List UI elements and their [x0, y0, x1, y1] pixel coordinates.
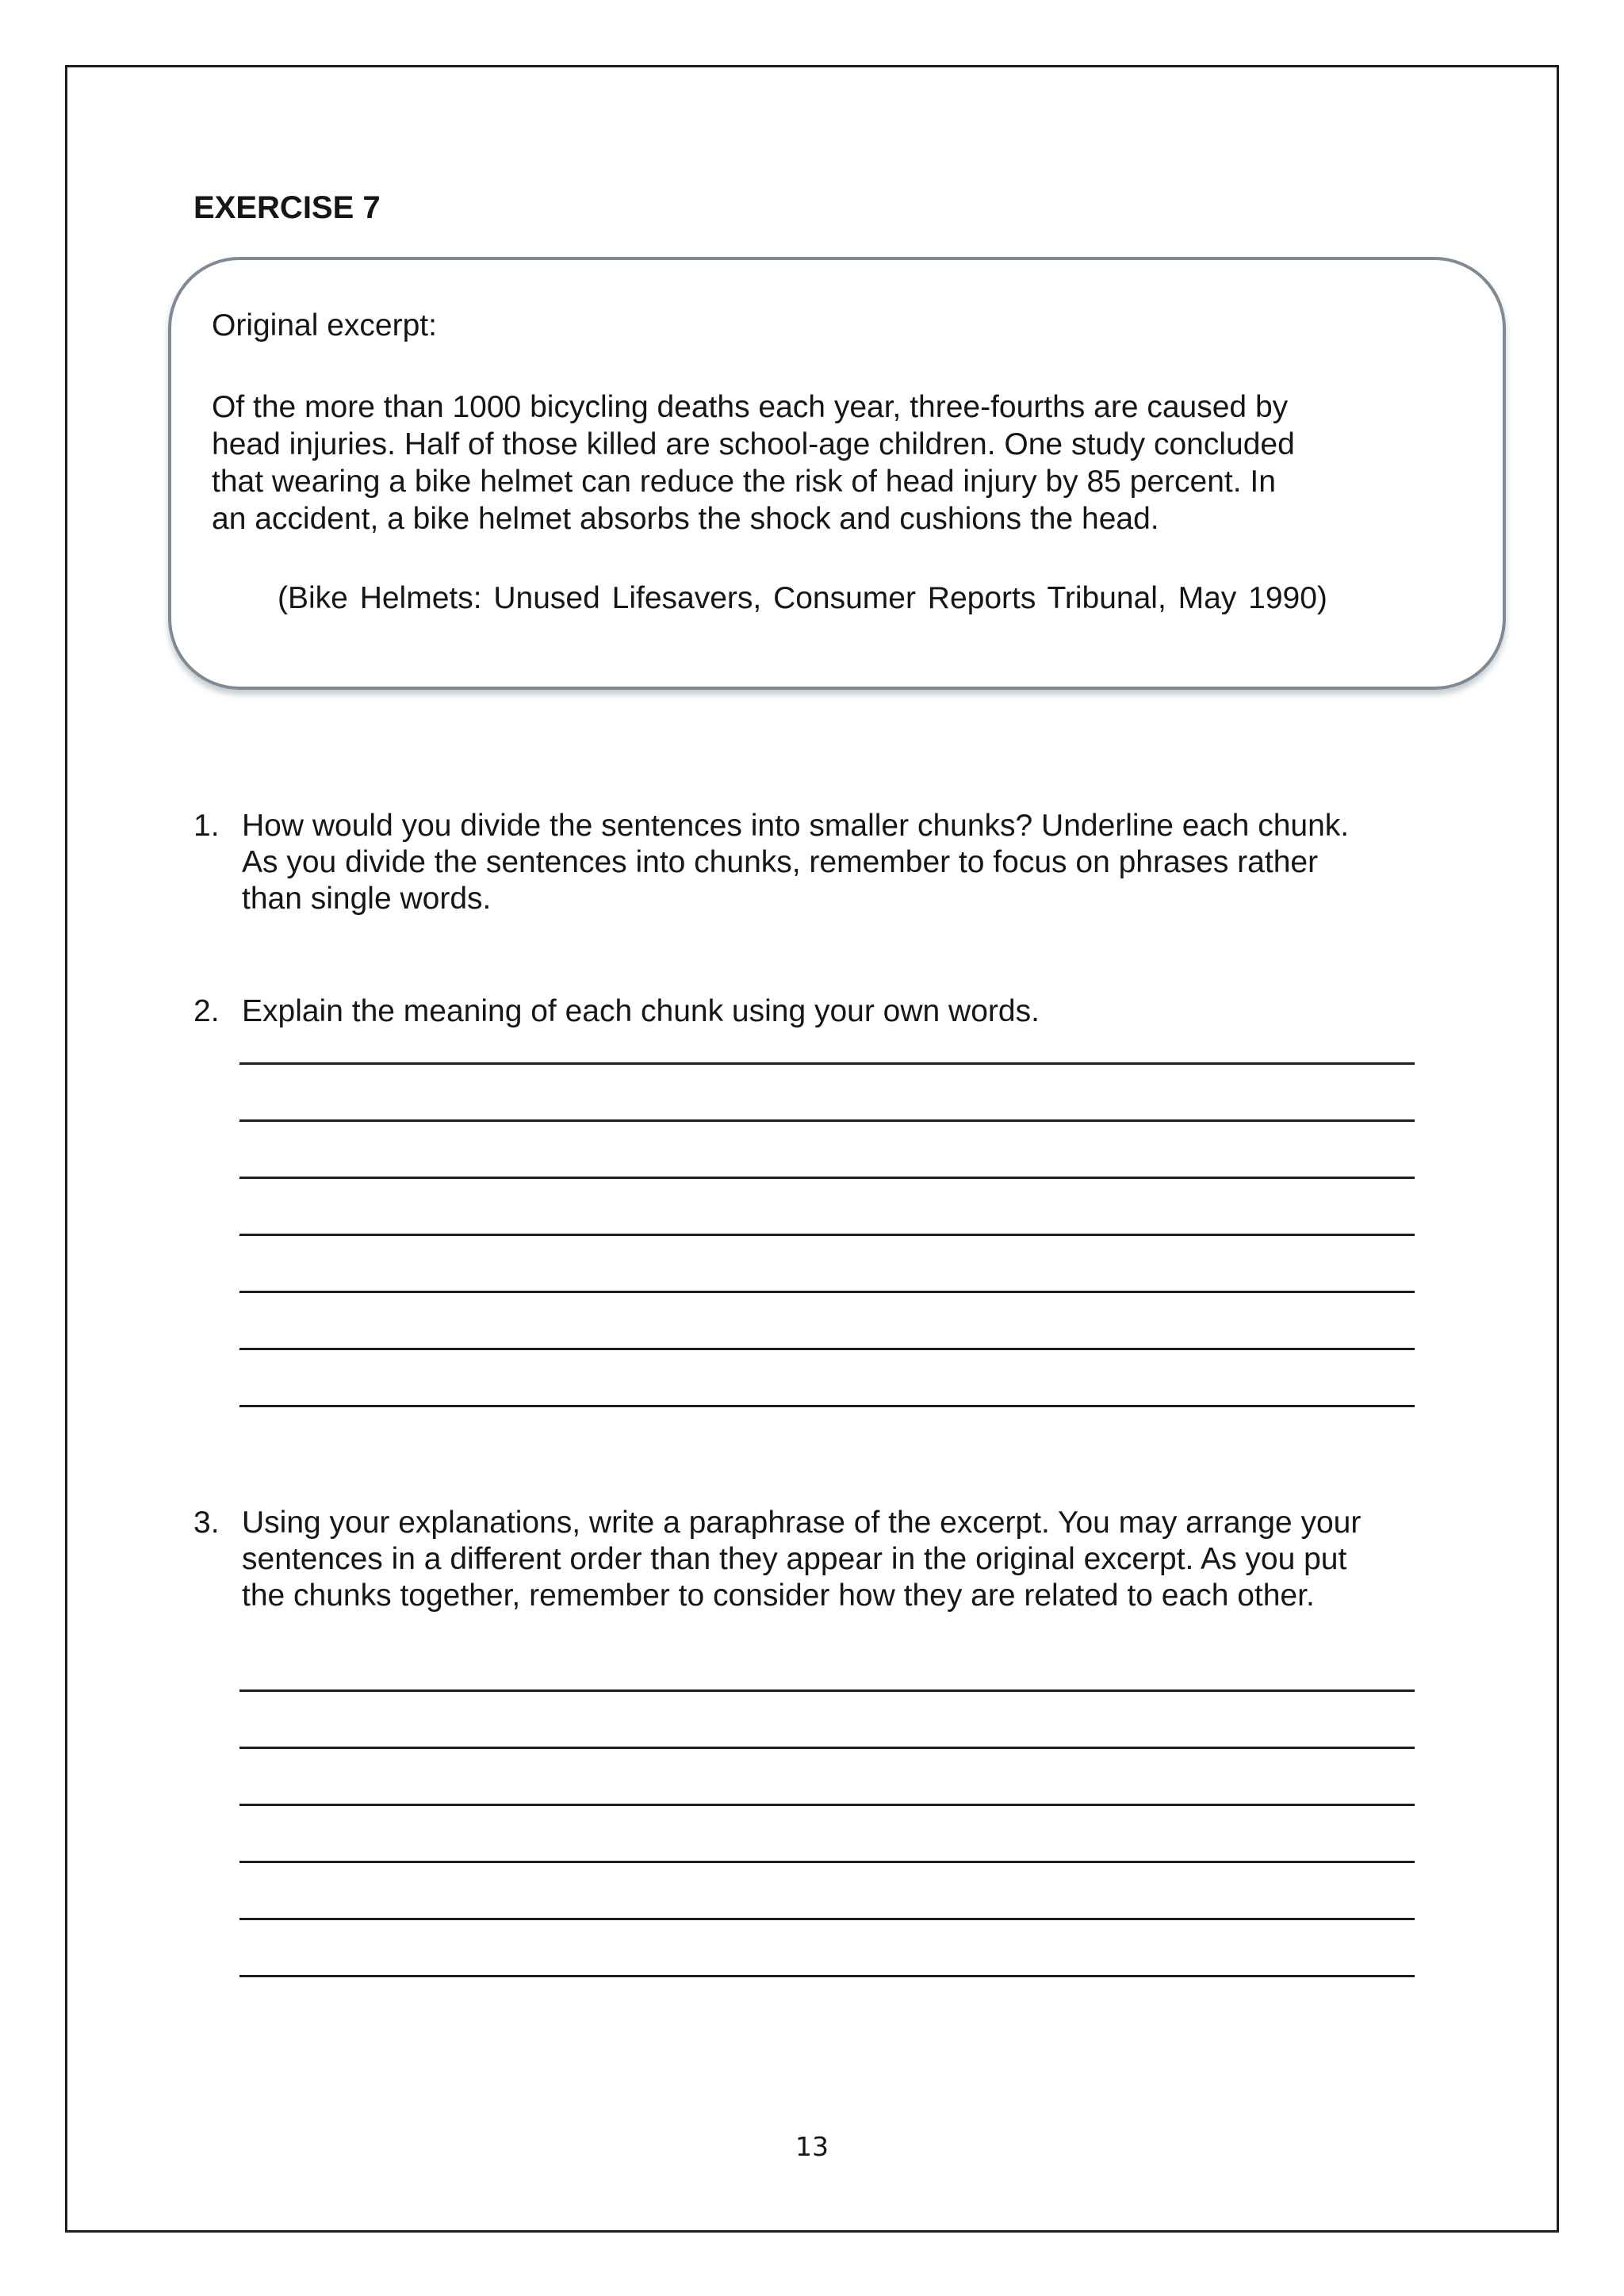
question-number: 1.: [193, 809, 220, 843]
excerpt-text: [212, 388, 1449, 538]
answer-line[interactable]: [239, 1804, 1415, 1806]
question-line: How would you divide the sentences into smaller chunks? Underline each chunk.: [242, 809, 1350, 843]
answer-line[interactable]: [239, 1177, 1415, 1179]
page-number: 13: [795, 2131, 829, 2162]
question-2: [193, 993, 1431, 1030]
excerpt-line: an accident, a bike helmet absorbs the shock and cushions the head.: [212, 502, 1159, 536]
question-text: [242, 808, 1431, 917]
question-3: [193, 1505, 1431, 1614]
question-text: [242, 993, 1431, 1030]
answer-line[interactable]: [239, 1861, 1415, 1863]
answer-line[interactable]: [239, 1689, 1415, 1692]
answer-line[interactable]: [239, 1975, 1415, 1977]
answer-line[interactable]: [239, 1405, 1415, 1407]
question-1: [193, 808, 1431, 917]
answer-line[interactable]: [239, 1348, 1415, 1350]
question-number: 2.: [193, 994, 220, 1028]
answer-line[interactable]: [239, 1918, 1415, 1920]
excerpt-label: Original excerpt:: [212, 308, 437, 342]
question-line: Explain the meaning of each chunk using your own words.: [242, 994, 1040, 1028]
question-line: As you divide the sentences into chunks, remember to focus on phrases rather: [242, 845, 1319, 879]
excerpt-line: Of the more than 1000 bicycling deaths each year, three-fourths are caused by: [212, 390, 1289, 424]
question-line: the chunks together, remember to consider how they are related to each other.: [242, 1578, 1315, 1613]
excerpt-citation: (Bike Helmets: Unused Lifesavers, Consumer Reports Tribunal, May 1990): [278, 581, 1327, 615]
answer-line[interactable]: [239, 1291, 1415, 1293]
answer-line[interactable]: [239, 1234, 1415, 1236]
excerpt-line: head injuries. Half of those killed are school-age children. One study concluded: [212, 427, 1295, 461]
question-number: 3.: [193, 1506, 220, 1540]
answer-line[interactable]: [239, 1747, 1415, 1749]
answer-line[interactable]: [239, 1062, 1415, 1065]
question-line: than single words.: [242, 882, 492, 916]
question-text: [242, 1505, 1431, 1614]
exercise-title: EXERCISE 7: [193, 190, 381, 225]
excerpt-line: that wearing a bike helmet can reduce the risk of head injury by 85 percent. In: [212, 465, 1276, 499]
question-line: sentences in a different order than they appear in the original excerpt. As you put: [242, 1542, 1347, 1576]
question-line: Using your explanations, write a paraphrase of the excerpt. You may arrange your: [242, 1506, 1362, 1540]
answer-line[interactable]: [239, 1119, 1415, 1122]
